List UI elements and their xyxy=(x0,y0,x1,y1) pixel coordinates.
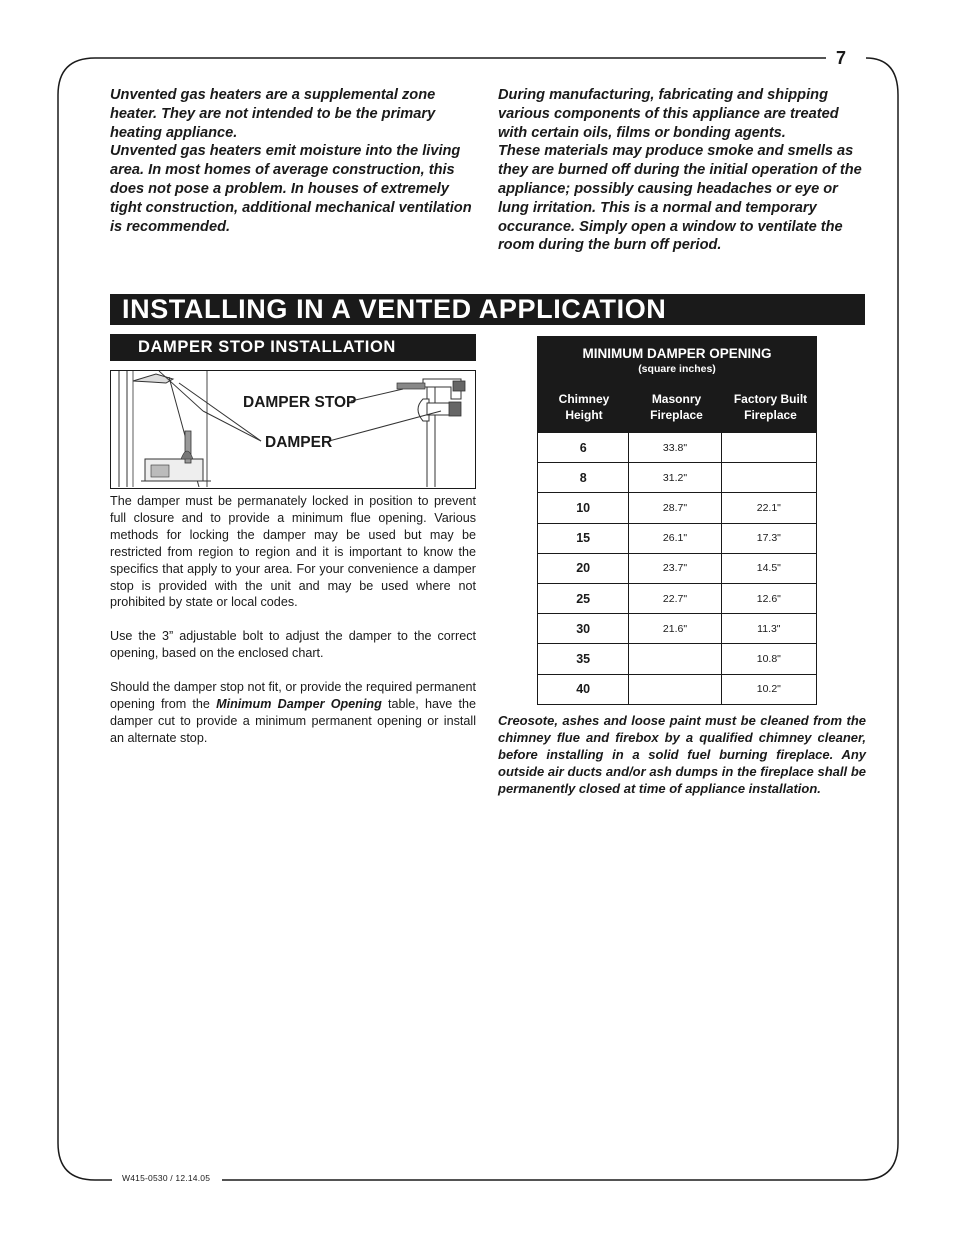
document-code: W415-0530 / 12.14.05 xyxy=(122,1173,211,1183)
table-row xyxy=(538,432,816,462)
column-header-line: Fireplace xyxy=(744,407,797,422)
column-header-line: Fireplace xyxy=(650,407,703,422)
chimney-height-cell: 25 xyxy=(538,584,629,613)
factory-built-value-cell: 11.3" xyxy=(757,622,781,635)
page-number: 7 xyxy=(836,48,847,68)
instruction-paragraph: Use the 3” adjustable bolt to adjust the damper to the correct opening, based on the enclosed chart. xyxy=(110,629,476,661)
section-title-banner: INSTALLING IN A VENTED APPLICATION xyxy=(110,294,865,325)
factory-built-value-cell: 22.1" xyxy=(756,501,781,514)
minimum-damper-opening-table xyxy=(537,336,817,705)
masonry-value-cell: 28.7" xyxy=(629,493,721,522)
table-subtitle: (square inches) xyxy=(638,363,716,375)
table-row xyxy=(538,583,816,613)
table-row xyxy=(538,674,816,704)
instruction-paragraph: The damper must be permanately locked in position to prevent full closure and to provide a minimum flue opening. Various methods for locking the damper may be used but may be restricted from region to region and it is important to know the specifics that apply to your area. For your convenience a damper stop is provided with the unit and may be used where not prohibited by state or local codes. xyxy=(110,494,476,610)
table-row xyxy=(538,643,816,673)
table-row xyxy=(538,613,816,643)
masonry-value-cell xyxy=(629,675,721,704)
column-header-line: Masonry xyxy=(651,392,702,406)
instruction-text: Should the damper stop not fit, or provide the required permanent opening from the xyxy=(110,679,476,711)
chimney-height-cell: 6 xyxy=(538,433,629,462)
instruction-text: table, have the damper cut to provide a minimum permanent opening or install an alternate stop. xyxy=(110,696,476,745)
masonry-value-cell: 26.1" xyxy=(629,524,721,553)
factory-built-value-cell: 12.6" xyxy=(756,592,781,605)
damper-diagram xyxy=(111,371,474,487)
intro-right-paragraph: During manufacturing, fabricating and shipping various components of this appliance are treated with certain oils, films or bonding agents. xyxy=(498,87,839,141)
masonry-value-cell xyxy=(629,644,721,673)
factory-built-value-cell: 14.5" xyxy=(756,562,781,575)
masonry-value-cell: 33.8" xyxy=(629,433,721,462)
table-header xyxy=(538,337,816,432)
chimney-height-cell: 10 xyxy=(538,493,629,522)
factory-built-value-cell: 10.2" xyxy=(756,683,781,696)
column-header-masonry-fireplace xyxy=(630,392,723,423)
intro-left-paragraph: Unvented gas heaters emit moisture into the living area. In most homes of average construction, this does not pose a problem. In houses of extremely tight construction, additional mechanical ventilation is recommended. xyxy=(110,143,472,235)
masonry-value-cell: 23.7" xyxy=(629,554,721,583)
table-row xyxy=(538,523,816,553)
table-row xyxy=(538,553,816,583)
chimney-height-cell: 30 xyxy=(538,614,629,643)
creosote-caution-note: Creosote, ashes and loose paint must be cleaned from the chimney flue and firebox by a qualified chimney cleaner, before installing in a solid fuel burning fireplace. Any outside air ducts and/or ash dumps in the fireplace shall be permanently closed at time of appliance installation. xyxy=(498,713,866,796)
intro-left-paragraph: Unvented gas heaters are a supplemental zone heater. They are not intended to be the primary heating appliance. xyxy=(110,87,436,141)
chimney-height-cell: 40 xyxy=(538,675,629,704)
instruction-paragraph xyxy=(110,679,476,747)
chimney-height-cell: 15 xyxy=(538,524,629,553)
subsection-title-banner: DAMPER STOP INSTALLATION xyxy=(110,334,476,361)
damper-illustration xyxy=(110,370,476,489)
table-reference: Minimum Damper Opening xyxy=(216,696,382,711)
damper-instructions xyxy=(110,493,476,763)
column-header-line: Factory Built xyxy=(733,392,808,406)
masonry-value-cell: 22.7" xyxy=(629,584,721,613)
masonry-value-cell: 31.2" xyxy=(629,463,721,492)
factory-built-value-cell: 10.8" xyxy=(756,652,781,665)
table-row xyxy=(538,462,816,492)
masonry-value-cell: 21.6" xyxy=(629,614,721,643)
column-header-factory-built-fireplace xyxy=(723,392,818,423)
chimney-height-cell: 35 xyxy=(538,644,629,673)
intro-right-column xyxy=(498,86,868,255)
factory-built-value-cell xyxy=(722,433,816,462)
column-header-line: Chimney xyxy=(558,392,610,406)
factory-built-value-cell: 17.3" xyxy=(756,532,781,545)
intro-left-column xyxy=(110,86,475,236)
factory-built-value-cell xyxy=(722,463,816,492)
column-header-line: Height xyxy=(565,407,603,422)
chimney-height-cell: 20 xyxy=(538,554,629,583)
column-header-chimney-height xyxy=(538,392,630,423)
intro-right-paragraph: These materials may produce smoke and smells as they are burned off during the initial operation of the appliance; possibly causing headaches or eye or lung irritation. This is a normal and temporary occurance. Simply open a window to ventilate the room during the burn off period. xyxy=(498,143,862,254)
chimney-height-cell: 8 xyxy=(538,463,629,492)
table-title: MINIMUM DAMPER OPENING xyxy=(582,346,772,361)
damper-stop-label: DAMPER STOP xyxy=(243,394,357,411)
table-row xyxy=(538,492,816,522)
damper-label: DAMPER xyxy=(265,434,333,451)
